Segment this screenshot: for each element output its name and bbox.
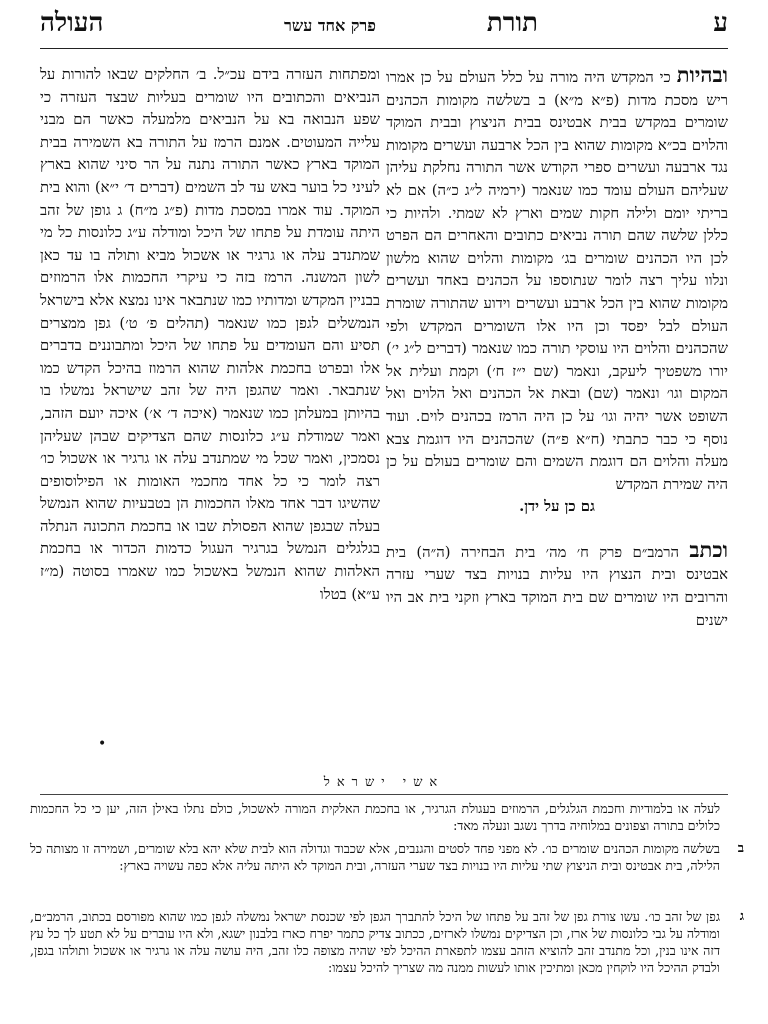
footnote-item bbox=[30, 908, 744, 976]
paragraph-text: הרמב״ם פרק ח׳ מה׳ בית הבחירה (ה״ה) בית אבטינס ובית הנצוץ היו עליות בנויות בצד שערי עזרה והרובים היו שומרים שם בית המוקד בארץ וזקני בית אב היו ישנים bbox=[386, 543, 728, 629]
footnote-marker: ב bbox=[737, 841, 744, 856]
paragraph-text: ומפתחות העזרה בידם עכ״ל. ב׳ החלקים שבאו להורות על הנביאים והכתובים היו שומרים בעליות שבצד העזרה כי שפע הנבואה בא על הנביאים מלמעלה כאשר הם מבני עלייה המעוטים. אמנם הרמז על התורה בא השמירה בבית המוקד בארץ כאשר התורה נתנה על הר סיני שהוא בארץ לעיני כל בוער באש עד לב השמים (דברים ד׳ י״א) והוא בית המוקד. עוד אמרו במסכת מדות (פ״ג מ״ח) ג גופן של זהב היתה עומדת על פתחו של היכל ומודלה ע״ג כלונסות כל מי שמתנדב עלה או גרגיר או אשכול מביא ותולה בו עד כאן לשון המשנה. הרמז בזה כי עיקרי החכמות אלו הרמוזים בבניין המקדש ומדותיו כמו שנתבאר אינו נמצא אלא בישראל הנמשלים לגפן כמו שנאמר (תהלים פ׳ ט׳) גפן ממצרים תסיע והם העומדים על פתחו של היכל ומתבוננים בדברים אלו ובפרט בחכמת אלהות שהוא הרמוז בהיכל הקדש כמו שנתבאר. ואמר שהגפן היה של זהב שישראל נמשלו בו בהיותן במעלתן כמו שנאמר (איכה ד׳ א׳) איכה יועם הזהב, ואמר שמודלת ע״ג כלונסות שהם הצדיקים שבהן שעליהן נסמכין, ואמר שכל מי שמתנדב עלה או גרגיר או אשכול כו׳ רצה לומר כי כל אחד מחכמי האומות או הפילוסופים שהשיגו דבר אחד מאלו החכמות הן בטבעיות שהוא הנמשל בעלה שבגפן שהוא הפסולת שבו או בחכמת התכונה הנתלה בגלגלים הנמשל בגרגיר העגול כדמות הכדור או בחכמת האלהות שהוא הנמשל באשכול כמו שאמרו בסוטה (מ״ז ע״א) בטלו bbox=[40, 66, 380, 603]
paragraph bbox=[386, 64, 728, 496]
book-title: תורת bbox=[486, 8, 538, 38]
commentary-rule bbox=[40, 794, 728, 795]
paragraph-end: גם כן על ידן. bbox=[519, 498, 595, 516]
page-letter: ע bbox=[713, 8, 728, 38]
paragraph-text: כי המקדש היה מורה על כלל העולם על כן אמרו ריש מסכת מדות (פ״א מ״א) ב בשלשה מקומות הכהנים שומרים במקדש בבית אבטינס בבית הניצוץ ובבית המוקד והלוים בכ״א מקומות שהוא בין הכל ארבעה ועשרים מקומות נגד ארבעה ועשרים ספרי הקודש אשר התורה נחלקת עליהן שעליהם העולם עומד כמו שנאמר (ירמיה ל״ג כ״ה) אם לא בריתי יומם ולילה חקות שמים וארץ לא שמתי. ולהיות כי כללן שלשה שהם תורה נביאים כתובים והאחרים הם הפרט לכן היו הכהנים שומרים בג׳ מקומות והלוים שהוא מלשון ונלוו עליך רצה לומר שנתוספו על הכהנים באחד ועשרים מקומות שהוא בין הכל ארבע ועשרים וידוע שהתורה שומרת העולם לבל יפסד וכן היו אלו השומרים המקדש ולפי שהכהנים והלוים היו עוסקי תורה כמו שנאמר (דברים ל״ג י׳) יורו משפטיך ליעקב, ונאמר (שם י״ז ח׳) וקמת ועלית אל המקום וגו׳ ונאמר (שם) ובאת אל הכהנים ואל הלוים ואל השופט אשר יהיה וגו׳ על כן היה הרמז בכהנים לוים. ועוד נוסף כי כבר כתבתי (ח״א פ״ה) שהכהנים היו דוגמת צבא מעלה והלוים הם דוגמת השמים והם שומרים בעולם על כן היה שמירת המקדש bbox=[386, 69, 728, 493]
page-header bbox=[40, 8, 728, 48]
left-column bbox=[40, 64, 380, 606]
dot-mark: • bbox=[98, 736, 107, 752]
lead-word: ובהיות bbox=[676, 62, 728, 87]
commentary-title: אשי ישראל bbox=[323, 775, 445, 790]
chapter-title: פרק אחד עשר bbox=[284, 16, 376, 35]
header-rule bbox=[40, 48, 728, 49]
footnote-text: בשלשה מקומות הכהנים שומרים כו׳. לא מפני פחד לסטים והגנבים, אלא שכבוד וגדולה הוא לבית שלא יהא בלא שומרים, ושמירה זו מצותה כל הלילה, בית אבטינס ובית הניצוץ שתי עליות היו בנויות בצד שערי העזרה, ובית המוקד לא היתה עליה אלא כפה עשויה בארץ: bbox=[30, 841, 720, 873]
footnote-text: גפן של זהב כו׳. עשו צורת גפן של זהב על פתחו של היכל להתברך הגפן לפי שכנסת ישראל נמשלה לגפן כמו שהוא מפורסם בכתוב, הרמב״ם, ומודלה על גבי כלונסות של ארז, וכן הצדיקים נמשלו לארזים, ככתוב צדיק כתמר יפרח כארז בלבנון ישגא, ולא היו עוברים על לא תטע לך כל עץ דזה אינו בנין, וכל מתנדב זהב להוציא הזהב עצמו לתפארת ההיכל לפי שהיה מצופה כלו זהב, היה עושה עלה או גרגיר או אשכול ותולהו בגפן, ולבדק ההיכל היו לוקחין מכאן ומתיכין אותו לעשות ממנה מה שצריך להיכל עצמו: bbox=[30, 909, 720, 975]
right-column bbox=[386, 64, 728, 632]
commentary-intro: לעלה או בלמודיות וחכמת הגלגלים, הרמוזים בעגולת הגרגיר, או בחכמת האלקית המורה לאשכול, כולם נתלו באילן הזה, יען כי כל החכמות כלולים בתורה וצפונים במלוחיה בדרך נשגב ונעלה מאד: bbox=[30, 801, 720, 833]
lead-word: וכתב bbox=[689, 536, 728, 562]
section-title: העולה bbox=[40, 8, 104, 38]
footnote-item bbox=[30, 840, 744, 874]
paragraph bbox=[386, 536, 728, 632]
footnote-marker: ג bbox=[739, 909, 744, 924]
